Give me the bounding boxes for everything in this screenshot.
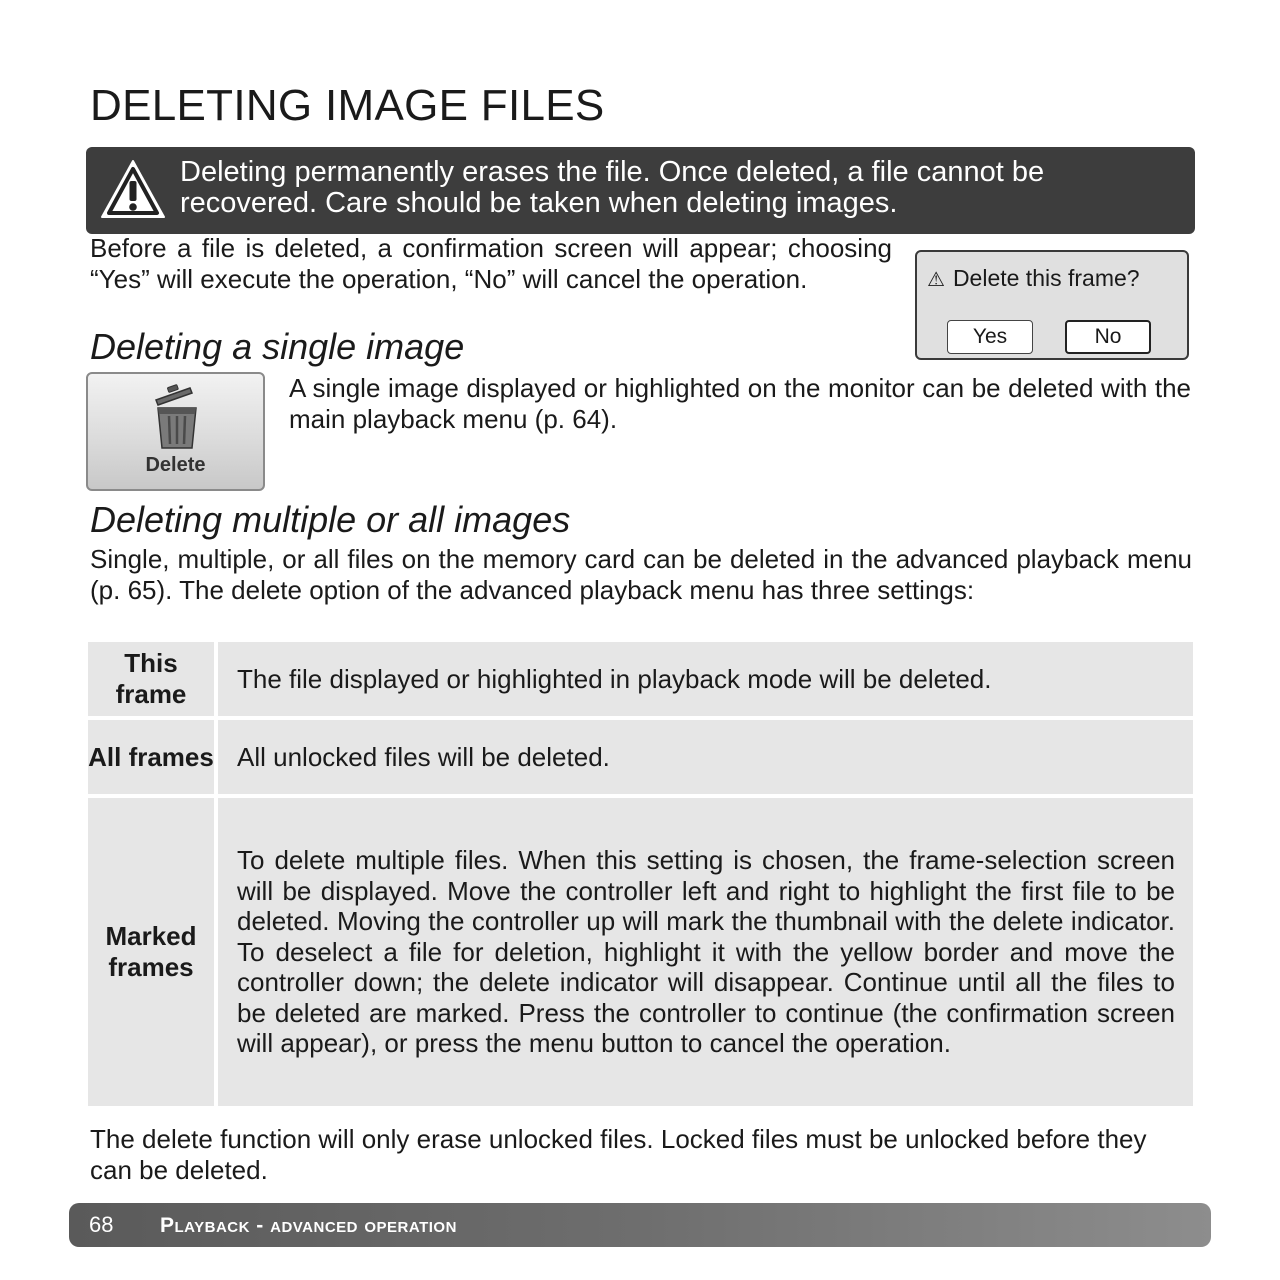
intro-paragraph: Before a file is deleted, a confirmation screen will appear; choosing “Yes” will execute the operation, “No” will cancel the operation.: [90, 233, 892, 294]
page-number: 68: [89, 1212, 114, 1237]
warning-box: [86, 147, 1195, 234]
delete-button-label: Delete: [145, 454, 206, 476]
confirm-question: [927, 264, 1140, 294]
setting-desc-all-frames: [218, 720, 1193, 794]
setting-desc-this-frame: [218, 642, 1193, 716]
delete-button[interactable]: [86, 372, 265, 491]
page-footer: [69, 1203, 1211, 1247]
confirm-question-text: Delete this frame?: [952, 265, 1140, 291]
setting-label-all-frames: All frames: [88, 720, 214, 794]
multiple-images-heading: Deleting multiple or all images: [90, 499, 571, 540]
section-title: Playback - advanced operation: [160, 1214, 457, 1237]
multiple-images-text: Single, multiple, or all files on the memory card can be deleted in the advanced playback menu (p. 65). The delete option of the advanced playback menu has three settings:: [90, 544, 1192, 605]
no-button[interactable]: No: [1065, 320, 1151, 354]
confirm-dialog: [915, 250, 1189, 360]
setting-desc-marked-frames: [218, 798, 1193, 1106]
setting-label-marked-frames: Marked frames: [88, 798, 214, 1106]
warning-triangle-icon: ⚠: [927, 269, 945, 291]
warning-triangle-icon: [98, 157, 168, 221]
setting-desc-text: The file displayed or highlighted in playback mode will be deleted.: [237, 663, 992, 694]
trash-can-icon: [146, 384, 208, 450]
page-title: DELETING IMAGE FILES: [90, 81, 605, 130]
setting-desc-text: All unlocked files will be deleted.: [237, 741, 610, 772]
single-image-text: A single image displayed or highlighted on the monitor can be deleted with the main playback menu (p. 64).: [289, 373, 1191, 434]
yes-button[interactable]: Yes: [947, 320, 1033, 354]
outro-paragraph: The delete function will only erase unlocked files. Locked files must be unlocked before they can be deleted.: [90, 1124, 1147, 1185]
setting-desc-text: To delete multiple files. When this setting is chosen, the frame-selection screen will be displayed. Move the controller left and right to highlight the first file to be deleted. Moving the controller up will mark the thumbnail with the delete indicator. To deselect a file for deletion, highlight it with the yellow border and move the controller down; the delete indicator will disappear. Continue until all the files to be deleted are marked. Press the controller to continue (the confirmation screen will appear), or press the menu button to cancel the operation.: [237, 845, 1175, 1059]
setting-label-this-frame: This frame: [88, 642, 214, 716]
single-image-heading: Deleting a single image: [90, 326, 465, 367]
warning-text: Deleting permanently erases the file. Once deleted, a file cannot be recovered. Care should be taken when deleting images.: [180, 156, 1045, 219]
